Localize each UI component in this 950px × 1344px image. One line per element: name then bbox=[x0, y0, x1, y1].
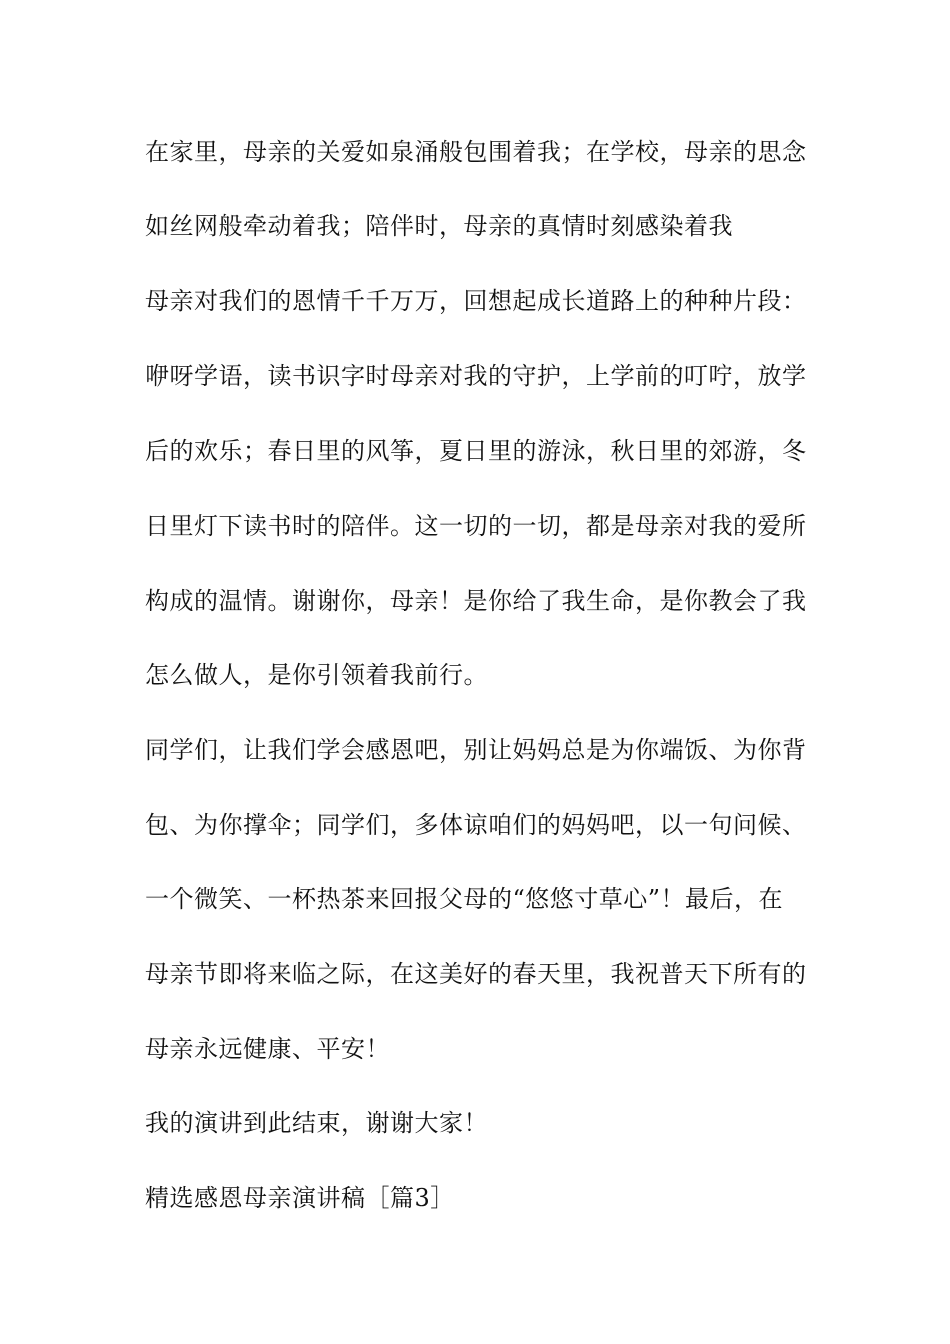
section-heading: 精选感恩母亲演讲稿［篇3］ bbox=[145, 1184, 455, 1212]
text-line: 如丝网般牵动着我；陪伴时，母亲的真情时刻感染着我 bbox=[145, 212, 733, 240]
text-line: 怎么做人，是你引领着我前行。 bbox=[145, 661, 488, 689]
text-line: 母亲对我们的恩情千千万万，回想起成长道路上的种种片段： bbox=[145, 287, 807, 315]
text-line: 同学们，让我们学会感恩吧，别让妈妈总是为你端饭、为你背 bbox=[145, 736, 807, 764]
text-line: 构成的温情。谢谢你，母亲！是你给了我生命，是你教会了我 bbox=[145, 587, 807, 615]
text-line: 母亲节即将来临之际，在这美好的春天里，我祝普天下所有的 bbox=[145, 960, 807, 988]
text-line: 包、为你撑伞；同学们，多体谅咱们的妈妈吧，以一句问候、 bbox=[145, 811, 807, 839]
text-line: 一个微笑、一杯热茶来回报父母的“悠悠寸草心”！最后，在 bbox=[145, 885, 784, 913]
text-line: 咿呀学语，读书识字时母亲对我的守护，上学前的叮咛，放学 bbox=[145, 362, 807, 390]
text-line: 日里灯下读书时的陪伴。这一切的一切，都是母亲对我的爱所 bbox=[145, 512, 807, 540]
text-line: 我的演讲到此结束，谢谢大家！ bbox=[145, 1109, 488, 1137]
text-line: 母亲永远健康、平安！ bbox=[145, 1035, 390, 1063]
text-line: 后的欢乐；春日里的风筝，夏日里的游泳，秋日里的郊游，冬 bbox=[145, 437, 807, 465]
text-line: 在家里，母亲的关爱如泉涌般包围着我；在学校，母亲的思念 bbox=[145, 138, 807, 166]
